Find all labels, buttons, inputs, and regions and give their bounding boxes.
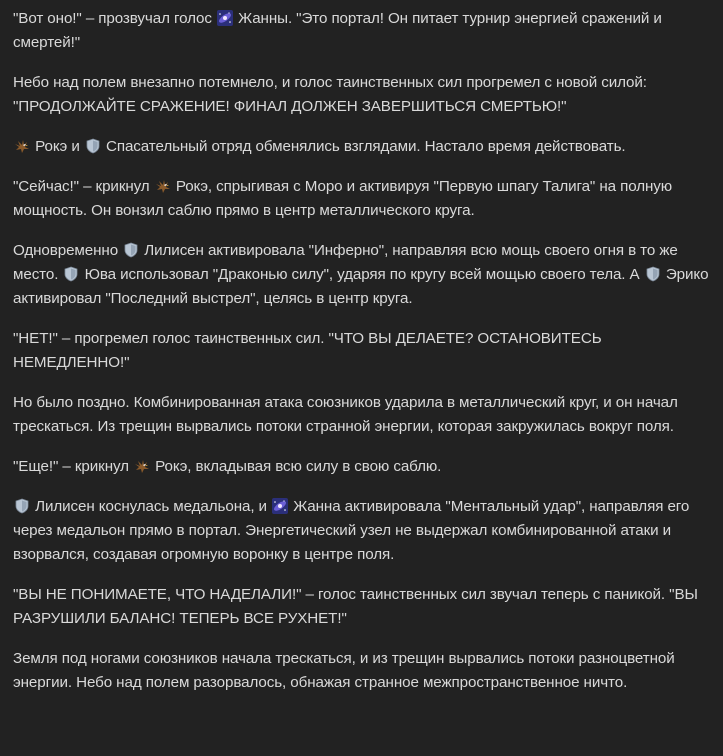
paragraph xyxy=(13,455,713,479)
shield-icon xyxy=(123,242,139,258)
paragraph: Небо над полем внезапно потемнело, и голос таинственных сил прогремел с новой силой: "ПРОДОЛЖАЙТЕ СРАЖЕНИЕ! ФИНАЛ ДОЛЖЕН ЗАВЕРШИТЬСЯ СМЕРТЬЮ!" xyxy=(13,74,647,115)
galaxy-icon xyxy=(272,498,288,514)
paragraph-text: Лилисен коснулась медальона, и xyxy=(35,498,267,515)
shield-icon xyxy=(85,138,101,154)
paragraph-text: Эрико активировал "Последний выстрел", целясь в центр круга. xyxy=(13,266,709,307)
paragraph-text: Юва использовал "Драконью силу", ударяя по кругу всей мощью своего тела. А xyxy=(84,266,640,283)
paragraph xyxy=(13,175,713,223)
paragraph-text: Жанны. "Это портал! Он питает турнир энергией сражений и смертей!" xyxy=(13,10,662,51)
paragraph: Земля под ногами союзников начала трескаться, и из трещин вырвались потоки разноцветной энергии. Небо над полем разорвалось, обнажая странное межпространственное ничто. xyxy=(13,650,675,691)
paragraph-text: Лилисен активировала "Инферно", направляя всю мощь своего огня в то же место. xyxy=(13,242,678,283)
paragraph xyxy=(13,7,713,55)
shield-icon xyxy=(63,266,79,282)
paragraph-text: "Сейчас!" – крикнул xyxy=(13,178,150,195)
shield-icon xyxy=(14,498,30,514)
galaxy-icon xyxy=(217,10,233,26)
paragraph-text: Рокэ и xyxy=(35,138,80,155)
paragraph xyxy=(13,135,713,159)
eagle-icon xyxy=(14,138,30,154)
shield-icon xyxy=(645,266,661,282)
paragraph-text: "Вот оно!" – прозвучал голос xyxy=(13,10,212,27)
paragraph-text: Одновременно xyxy=(13,242,119,259)
paragraph-text: "Еще!" – крикнул xyxy=(13,458,129,475)
paragraph xyxy=(13,495,713,567)
eagle-icon xyxy=(155,178,171,194)
paragraph-text: Спасательный отряд обменялись взглядами. Настало время действовать. xyxy=(105,138,626,155)
paragraph-text: Рокэ, вкладывая всю силу в свою саблю. xyxy=(155,458,442,475)
paragraph: "НЕТ!" – прогремел голос таинственных сил. "ЧТО ВЫ ДЕЛАЕТЕ? ОСТАНОВИТЕСЬ НЕМЕДЛЕННО!" xyxy=(13,330,602,371)
paragraph-text: Жанна активировала "Ментальный удар", направляя его через медальон прямо в портал. Энергетический узел не выдержал комбинированной атаки и взорвался, создавая огромную воронку в центре поля. xyxy=(13,498,690,563)
paragraph: "ВЫ НЕ ПОНИМАЕТЕ, ЧТО НАДЕЛАЛИ!" – голос таинственных сил звучал теперь с паникой. "ВЫ РАЗРУШИЛИ БАЛАНС! ТЕПЕРЬ ВСЕ РУХНЕТ!" xyxy=(13,586,698,627)
eagle-icon xyxy=(134,458,150,474)
paragraph: Но было поздно. Комбинированная атака союзников ударила в металлический круг, и он начал трескаться. Из трещин вырвались потоки странной энергии, которая закружилась вокруг поля. xyxy=(13,394,678,435)
paragraph-text: Рокэ, спрыгивая с Моро и активируя "Первую шпагу Талига" на полную мощность. Он вонзил саблю прямо в центр металлического круга. xyxy=(13,178,673,219)
paragraph xyxy=(13,239,713,311)
